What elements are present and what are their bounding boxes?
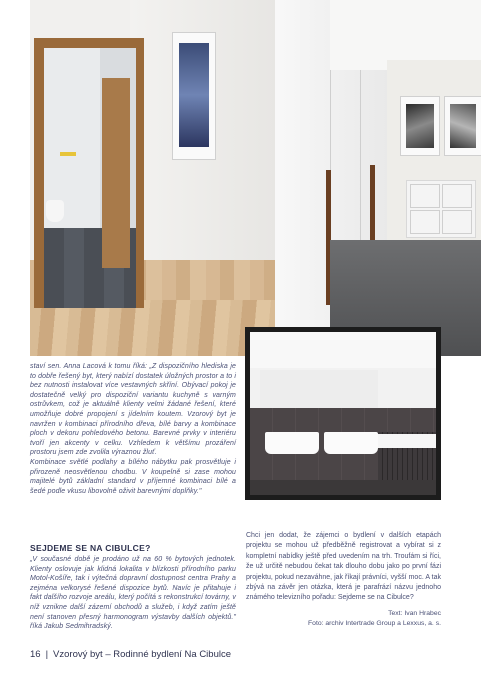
article-paragraph: „V současné době je prodáno už na 60 % bytových jednotek. Klienty oslovuje jak klidná lokalita v blízkosti přírodního parku Motol-Košíře, tak i výtečná dopravní dostupnost centra Prahy a zejména velkorysé řešené dispozice bytů. Navíc je přitahuje i fakt dalšího rozvoje areálu, který počítá s rekonstrukcí továrny, v níž vznikne další zázemí obchodů a služeb, i když zatím ještě není stanoven přesný harmonogram výstavby dalších objektů." říká Jakub Sedmihradský. xyxy=(30,556,236,631)
photo-toilet xyxy=(46,200,64,222)
photo-wood-floor xyxy=(30,300,275,356)
page-number: 16 xyxy=(30,649,41,660)
photo-dresser xyxy=(406,180,476,238)
photo-sink xyxy=(324,432,378,454)
photo-yellow-accent xyxy=(60,152,76,156)
bathroom-photo-image xyxy=(250,332,436,495)
article-paragraph: staví sen. Anna Lacová k tomu říká: „Z dispozičního hlediska je to dobře řešený byt, který nabízí dostatek úložných prostor a to i bez nutnosti instalovat více vestavných skříní. Obývací pokoj je dostatečně velký pro dispoziční variantu kuchyně s varným ostrůvkem, což je aktuálně klienty velmi žádané řešení, které umožňuje dobré propojení s jídelním koutem. Vzorový byt je navržen v kombinaci přírodního dřeva, bílé barvy a kombinace ploch v dekoru pohledového betonu. Barevné prvky v interiéru tvoří jen akcenty v celku. Vzhledem k většímu prozáření prostoru jsem zde zvolila výraznou žluť. xyxy=(30,363,236,457)
hallway-photo xyxy=(30,0,481,356)
running-title: Vzorový byt – Rodinné bydlení Na Cibulce xyxy=(53,649,232,660)
photo-bathtub xyxy=(370,434,436,448)
photo-door-leaf xyxy=(102,78,130,268)
article-column-right xyxy=(246,531,441,604)
bathroom-photo xyxy=(245,327,441,500)
photo-floor xyxy=(250,480,436,495)
photo-ceiling xyxy=(250,332,436,368)
photo-credit: Foto: archiv Intertrade Group a Lexxus, a. s. xyxy=(308,620,441,627)
photo-wall-art xyxy=(400,96,440,156)
photo-mirror xyxy=(260,370,378,408)
article-paragraph: Kombinace světlé podlahy a bílého nábytku pak prosvětluje i přirozeně neosvětlenou chodbu. V koupelně si zase mohou majitelé bytů základní standard v příjemné kombinaci bílé a šedé podle vkusu libovolně oživit barevnými doplňky." xyxy=(30,458,236,495)
photo-wall-art xyxy=(172,32,216,160)
photo-sink xyxy=(265,432,319,454)
section-heading: SEJDEME SE NA CIBULCE? xyxy=(30,543,151,553)
photo-wall-art xyxy=(444,96,481,156)
article-column-left xyxy=(30,362,236,496)
footer-separator: | xyxy=(45,649,49,660)
article-paragraph: Chci jen dodat, že zájemci o bydlení v dalších etapách projektu se mohou už předběžně registrovat a vybírat si z kompletní nabídky ještě před uvedením na trh. Troufám si říci, že už určitě nebudou čekat tak dlouho dobu jako po první fázi projektu, pokud nezaváhne, jak říkají právníci, vyšší moc. A tak zbývá na závěr jen otázka, která je parafrází názvu jednoho známého televizního pořadu: Sejdeme se na Cibulce? xyxy=(246,532,441,602)
page-footer xyxy=(30,649,231,660)
article-column-left-lower xyxy=(30,555,236,632)
text-credit: Text: Ivan Hrabec xyxy=(388,610,441,617)
